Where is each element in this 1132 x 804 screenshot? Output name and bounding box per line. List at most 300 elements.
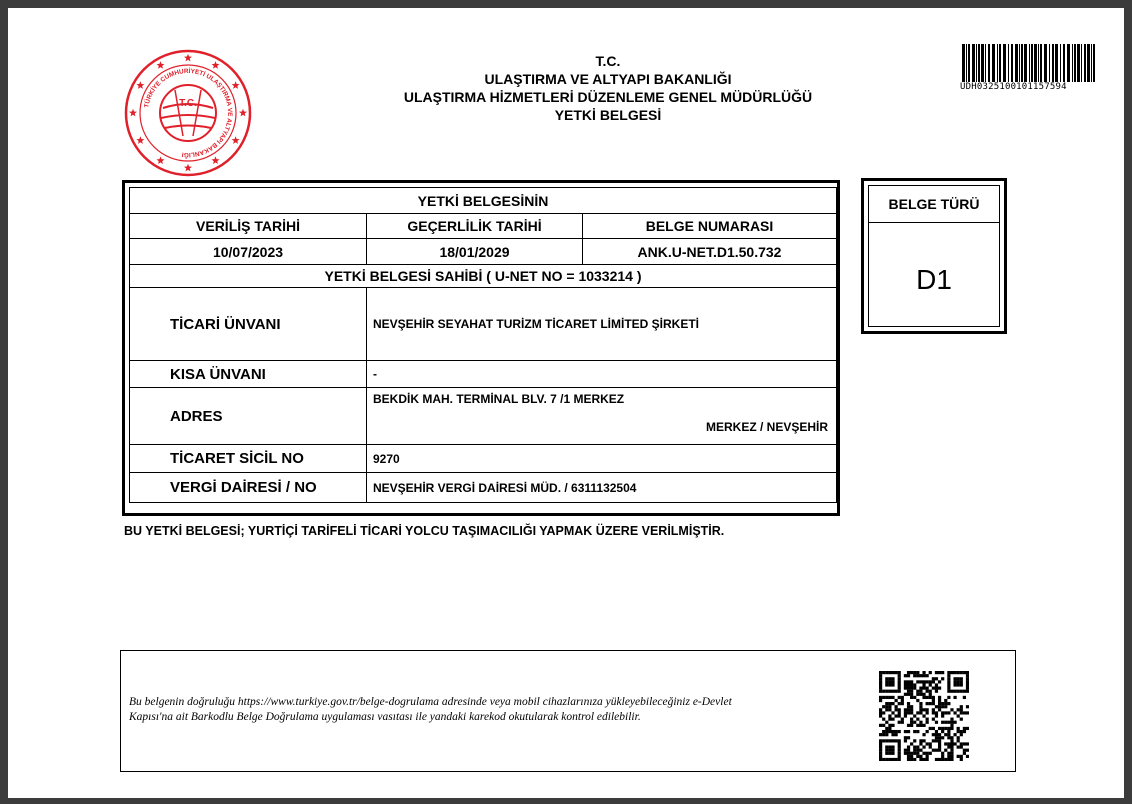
qr-module <box>941 705 944 708</box>
tax-office-label: VERGİ DAİRESİ / NO <box>130 473 367 503</box>
certificate-type-label: BELGE TÜRÜ <box>869 186 999 223</box>
barcode-bar <box>1081 44 1082 82</box>
qr-module <box>957 730 960 733</box>
qr-module <box>960 690 963 693</box>
certificate-type-value: D1 <box>916 264 952 295</box>
qr-module <box>901 718 904 721</box>
trade-name-label: TİCARİ ÜNVANI <box>130 288 367 361</box>
qr-module <box>901 699 904 702</box>
qr-module <box>950 690 953 693</box>
qr-module <box>926 718 929 721</box>
qr-module <box>913 752 916 755</box>
qr-module <box>916 671 919 674</box>
qr-module <box>879 674 882 677</box>
barcode-bar <box>972 44 975 82</box>
qr-module <box>941 727 944 730</box>
qr-module <box>957 677 960 680</box>
qr-module <box>879 752 882 755</box>
qr-module <box>879 711 882 714</box>
barcode-bar <box>1011 44 1013 82</box>
barcode-bar <box>1034 44 1037 82</box>
qr-module <box>904 714 907 717</box>
qr-module <box>898 711 901 714</box>
qr-module <box>963 711 966 714</box>
barcode <box>960 44 1100 82</box>
qr-module <box>907 690 910 693</box>
qr-module <box>879 739 882 742</box>
verification-line-1: Bu belgenin doğruluğu https://www.turkiye.gov.tr/belge-dogrulama adresinde veya mobil cihazlarınıza yükleyebileceğiniz e-Devlet <box>129 696 732 708</box>
qr-module <box>932 702 935 705</box>
qr-module <box>916 745 919 748</box>
qr-module <box>966 749 969 752</box>
qr-module <box>885 721 888 724</box>
qr-module <box>953 690 956 693</box>
qr-module <box>919 739 922 742</box>
qr-module <box>882 730 885 733</box>
barcode-bar <box>1015 44 1018 82</box>
seal-star <box>184 54 192 62</box>
qr-module <box>898 755 901 758</box>
qr-module <box>950 671 953 674</box>
qr-module <box>907 730 910 733</box>
qr-module <box>941 711 944 714</box>
qr-module <box>904 693 907 696</box>
qr-module <box>904 739 907 742</box>
qr-module <box>888 683 891 686</box>
qr-module <box>926 730 929 733</box>
qr-module <box>916 724 919 727</box>
qr-module <box>910 742 913 745</box>
qr-module <box>922 724 925 727</box>
qr-module <box>891 739 894 742</box>
qr-module <box>941 714 944 717</box>
qr-module <box>913 758 916 761</box>
qr-module <box>907 702 910 705</box>
qr-module <box>907 671 910 674</box>
qr-module <box>953 721 956 724</box>
barcode-bar <box>988 44 990 82</box>
qr-module <box>947 683 950 686</box>
qr-module <box>882 739 885 742</box>
qr-module <box>966 683 969 686</box>
qr-module <box>941 677 944 680</box>
qr-module <box>963 696 966 699</box>
col-document-number-header: BELGE NUMARASI <box>583 214 837 239</box>
qr-module <box>879 680 882 683</box>
qr-module <box>935 711 938 714</box>
barcode-bar <box>1049 44 1050 82</box>
qr-module <box>885 733 888 736</box>
qr-module <box>888 690 891 693</box>
qr-module <box>913 696 916 699</box>
qr-module <box>895 758 898 761</box>
qr-module <box>891 677 894 680</box>
qr-module <box>929 745 932 748</box>
qr-module <box>895 705 898 708</box>
qr-module <box>898 683 901 686</box>
qr-module <box>879 699 882 702</box>
qr-module <box>950 739 953 742</box>
qr-module <box>898 687 901 690</box>
qr-module <box>910 705 913 708</box>
qr-module <box>910 758 913 761</box>
qr-module <box>898 714 901 717</box>
qr-module <box>950 718 953 721</box>
qr-module <box>910 724 913 727</box>
qr-module <box>966 755 969 758</box>
qr-module <box>885 671 888 674</box>
qr-module <box>888 677 891 680</box>
qr-module <box>888 718 891 721</box>
verification-text <box>129 695 849 725</box>
qr-module <box>950 758 953 761</box>
barcode-bar <box>1087 44 1090 82</box>
barcode-bar <box>1091 44 1092 82</box>
barcode-bar <box>1077 44 1080 82</box>
qr-module <box>963 671 966 674</box>
qr-module <box>885 690 888 693</box>
qr-module <box>895 730 898 733</box>
qr-module <box>938 758 941 761</box>
seal-star <box>157 61 165 69</box>
qr-module <box>929 696 932 699</box>
barcode-bar <box>966 44 967 82</box>
qr-module <box>882 724 885 727</box>
qr-module <box>960 718 963 721</box>
qr-module <box>944 699 947 702</box>
document-page <box>8 8 1124 798</box>
ministry-seal-logo <box>123 48 253 178</box>
qr-module <box>966 742 969 745</box>
qr-module <box>891 749 894 752</box>
seal-star <box>232 136 240 144</box>
qr-module <box>966 687 969 690</box>
qr-module <box>885 708 888 711</box>
qr-module <box>944 749 947 752</box>
qr-module <box>922 696 925 699</box>
qr-module <box>932 696 935 699</box>
qr-module <box>891 702 894 705</box>
section-title: YETKİ BELGESİNİN <box>130 188 837 214</box>
qr-module <box>885 683 888 686</box>
qr-module <box>953 671 956 674</box>
barcode-bar <box>999 44 1001 82</box>
qr-module <box>885 752 888 755</box>
qr-module <box>938 742 941 745</box>
qr-module <box>916 674 919 677</box>
qr-module <box>891 730 894 733</box>
qr-module <box>953 683 956 686</box>
qr-module <box>879 755 882 758</box>
qr-module <box>888 739 891 742</box>
qr-module <box>919 702 922 705</box>
qr-module <box>926 708 929 711</box>
qr-module <box>891 690 894 693</box>
barcode-bar <box>1052 44 1054 82</box>
qr-module <box>898 708 901 711</box>
qr-module <box>957 690 960 693</box>
barcode-bar <box>976 44 977 82</box>
qr-module <box>879 758 882 761</box>
qr-module <box>957 683 960 686</box>
short-name-value: - <box>367 361 837 388</box>
tax-office-value: NEVŞEHİR VERGİ DAİRESİ MÜD. / 6311132504 <box>367 473 837 503</box>
qr-module <box>935 671 938 674</box>
barcode-bar <box>1019 44 1020 82</box>
barcode-number: UDH0325100101157594 <box>960 82 1067 92</box>
qr-module <box>922 714 925 717</box>
qr-module <box>879 742 882 745</box>
address-label: ADRES <box>130 388 367 445</box>
qr-module <box>944 702 947 705</box>
qr-module <box>953 711 956 714</box>
qr-module <box>907 749 910 752</box>
qr-module <box>904 749 907 752</box>
qr-module <box>966 711 969 714</box>
qr-module <box>957 671 960 674</box>
qr-module <box>916 699 919 702</box>
qr-module <box>888 671 891 674</box>
seal-star <box>129 109 137 117</box>
qr-module <box>966 674 969 677</box>
qr-module <box>910 718 913 721</box>
qr-module <box>891 745 894 748</box>
qr-module <box>907 674 910 677</box>
qr-module <box>910 683 913 686</box>
qr-module <box>919 687 922 690</box>
qr-module <box>907 683 910 686</box>
qr-module <box>947 758 950 761</box>
qr-module <box>941 758 944 761</box>
qr-module <box>907 752 910 755</box>
qr-module <box>935 739 938 742</box>
qr-module <box>919 749 922 752</box>
qr-module <box>895 733 898 736</box>
qr-module <box>966 690 969 693</box>
qr-module <box>938 705 941 708</box>
qr-module <box>891 752 894 755</box>
qr-module <box>938 727 941 730</box>
trade-name-value: NEVŞEHİR SEYAHAT TURİZM TİCARET LİMİTED ŞİRKETİ <box>367 288 837 361</box>
qr-module <box>950 742 953 745</box>
qr-module <box>953 680 956 683</box>
qr-module <box>904 674 907 677</box>
qr-module <box>941 702 944 705</box>
qr-module <box>922 687 925 690</box>
qr-module <box>919 721 922 724</box>
qr-module <box>947 727 950 730</box>
qr-module <box>938 736 941 739</box>
qr-module <box>950 755 953 758</box>
qr-module <box>913 745 916 748</box>
qr-module <box>882 696 885 699</box>
qr-module <box>879 724 882 727</box>
qr-module <box>898 680 901 683</box>
qr-module <box>904 680 907 683</box>
short-name-label: KISA ÜNVANI <box>130 361 367 388</box>
qr-module <box>919 742 922 745</box>
qr-module <box>901 721 904 724</box>
qr-module <box>947 687 950 690</box>
qr-module <box>922 708 925 711</box>
qr-module <box>898 696 901 699</box>
qr-module <box>926 702 929 705</box>
qr-module <box>898 690 901 693</box>
verification-box <box>120 650 1016 772</box>
qr-module <box>882 711 885 714</box>
qr-module <box>910 671 913 674</box>
qr-module <box>929 690 932 693</box>
qr-module <box>888 708 891 711</box>
qr-module <box>907 745 910 748</box>
qr-module <box>919 705 922 708</box>
qr-module <box>919 758 922 761</box>
qr-module <box>938 733 941 736</box>
barcode-bar <box>978 44 980 82</box>
qr-module <box>904 683 907 686</box>
qr-module <box>913 749 916 752</box>
qr-module <box>898 677 901 680</box>
qr-module <box>910 721 913 724</box>
qr-module <box>919 711 922 714</box>
qr-module <box>916 718 919 721</box>
qr-module <box>885 680 888 683</box>
qr-module <box>882 718 885 721</box>
qr-module <box>888 724 891 727</box>
header-ministry: ULAŞTIRMA VE ALTYAPI BAKANLIĞI <box>484 71 732 87</box>
qr-module <box>910 711 913 714</box>
qr-module <box>953 696 956 699</box>
qr-module <box>904 752 907 755</box>
qr-module <box>913 721 916 724</box>
qr-module <box>882 733 885 736</box>
certificate-statement: BU YETKİ BELGESİ; YURTİÇİ TARİFELİ TİCARİ YOLCU TAŞIMACILIĞI YAPMAK ÜZERE VERİLMİŞTİR. <box>124 524 725 538</box>
qr-module <box>898 702 901 705</box>
certificate-table <box>129 187 837 503</box>
qr-module <box>913 714 916 717</box>
qr-module <box>929 727 932 730</box>
qr-module <box>929 702 932 705</box>
qr-module <box>919 674 922 677</box>
qr-module <box>926 758 929 761</box>
qr-module <box>963 749 966 752</box>
trade-registry-value: 9270 <box>367 445 837 473</box>
certificate-type-box <box>861 178 1007 334</box>
qr-module <box>938 739 941 742</box>
qr-module <box>891 718 894 721</box>
barcode-bar <box>1074 44 1076 82</box>
qr-module <box>963 730 966 733</box>
document-header <box>308 52 908 124</box>
qr-module <box>935 749 938 752</box>
validity-date: 18/01/2029 <box>367 239 583 265</box>
trade-registry-label: TİCARET SİCİL NO <box>130 445 367 473</box>
barcode-bar <box>1084 44 1086 82</box>
qr-module <box>947 755 950 758</box>
qr-module <box>919 693 922 696</box>
qr-module <box>910 687 913 690</box>
barcode-bar <box>985 44 986 82</box>
qr-module <box>950 749 953 752</box>
qr-module <box>919 690 922 693</box>
qr-module <box>960 677 963 680</box>
qr-module <box>957 727 960 730</box>
qr-module <box>950 727 953 730</box>
qr-module <box>919 724 922 727</box>
qr-module <box>885 705 888 708</box>
qr-module <box>947 733 950 736</box>
qr-module <box>938 671 941 674</box>
qr-module <box>922 683 925 686</box>
qr-module <box>935 730 938 733</box>
qr-module <box>957 739 960 742</box>
qr-module <box>926 680 929 683</box>
qr-module <box>963 752 966 755</box>
qr-module <box>919 755 922 758</box>
qr-module <box>891 683 894 686</box>
qr-module <box>960 671 963 674</box>
qr-module <box>941 755 944 758</box>
qr-module <box>947 721 950 724</box>
qr-module <box>888 680 891 683</box>
qr-module <box>879 671 882 674</box>
address-line-2: MERKEZ / NEVŞEHİR <box>706 420 829 434</box>
qr-module <box>885 727 888 730</box>
qr-module <box>932 739 935 742</box>
qr-module <box>898 742 901 745</box>
qr-module <box>910 708 913 711</box>
header-directorate: ULAŞTIRMA HİZMETLERİ DÜZENLEME GENEL MÜDÜRLÜĞÜ <box>403 89 813 105</box>
qr-module <box>960 705 963 708</box>
qr-module <box>891 696 894 699</box>
qr-module <box>960 683 963 686</box>
qr-module <box>966 705 969 708</box>
qr-module <box>960 742 963 745</box>
qr-module <box>941 671 944 674</box>
qr-module <box>895 708 898 711</box>
seal-star <box>232 81 240 89</box>
qr-module <box>910 696 913 699</box>
qr-module <box>910 693 913 696</box>
qr-module <box>932 699 935 702</box>
barcode-bar <box>1024 44 1027 82</box>
qr-module <box>888 752 891 755</box>
seal-star <box>184 164 192 172</box>
qr-module <box>938 696 941 699</box>
qr-module <box>879 683 882 686</box>
qr-module <box>960 708 963 711</box>
qr-module <box>950 736 953 739</box>
qr-module <box>879 749 882 752</box>
qr-module <box>938 680 941 683</box>
qr-module <box>885 677 888 680</box>
barcode-bar <box>968 44 970 82</box>
qr-module <box>926 687 929 690</box>
qr-module <box>938 687 941 690</box>
qr-module <box>960 680 963 683</box>
barcode-bar <box>997 44 998 82</box>
qr-module <box>926 674 929 677</box>
qr-module <box>947 730 950 733</box>
qr-module <box>938 749 941 752</box>
qr-module <box>922 693 925 696</box>
qr-module <box>913 687 916 690</box>
qr-module <box>941 752 944 755</box>
qr-module <box>885 758 888 761</box>
qr-module <box>916 680 919 683</box>
qr-module <box>904 687 907 690</box>
qr-module <box>944 733 947 736</box>
